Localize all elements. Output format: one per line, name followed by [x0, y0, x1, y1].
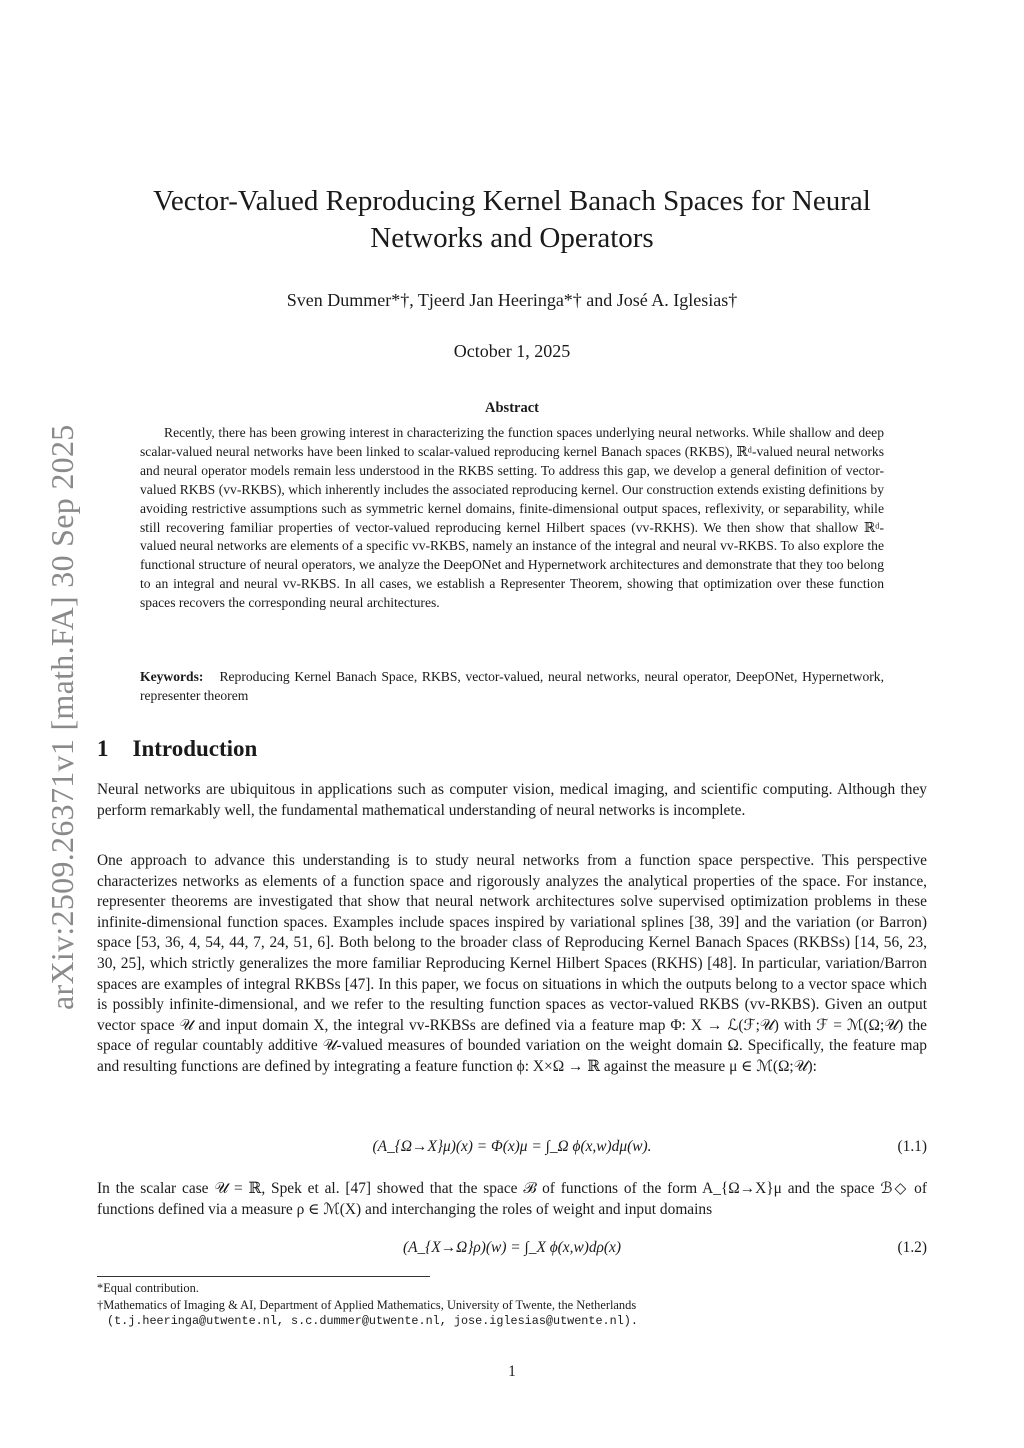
equation-number: (1.2)	[897, 1239, 927, 1256]
date: October 1, 2025	[453, 341, 571, 361]
keywords-label: Keywords:	[140, 669, 204, 684]
footnote: †Mathematics of Imaging & AI, Department of Applied Mathematics, University of Twente, the Netherlands	[97, 1298, 637, 1312]
abstract-heading: Abstract	[485, 400, 539, 416]
footnote-emails: (t.j.heeringa@utwente.nl, s.c.dummer@utwente.nl, jose.iglesias@utwente.nl).	[107, 1314, 638, 1328]
keywords-text: Reproducing Kernel Banach Space, RKBS, vector-valued, neural networks, neural operator, DeepONet, Hypernetwork, representer theorem	[140, 669, 884, 703]
abstract-text: Recently, there has been growing interest in characterizing the function spaces underlying neural networks. While shallow and deep scalar-valued neural networks have been linked to scalar-valued reproducing kernel Banach spaces (RKBS), ℝᵈ-valued neural networks and neural operator models remain less understood in the RKBS setting. To address this gap, we develop a general definition of vector-valued RKBS (vv-RKBS), which inherently includes the associated reproducing kernel. Our construction extends existing definitions by avoiding restrictive assumptions such as symmetric kernel domains, finite-dimensional output spaces, reflexivity, or separability, while still recovering familiar properties of vector-valued reproducing kernel Hilbert spaces (vv-RKHS). We then show that shallow ℝᵈ-valued neural networks are elements of a specific vv-RKBS, namely an instance of the integral and neural vv-RKBS. To also explore the functional structure of neural operators, we analyze the DeepONet and Hypernetwork architectures and demonstrate that they too belong to an integral and neural vv-RKBS. In all cases, we establish a Representer Theorem, showing that optimization over these function spaces recovers the corresponding neural architectures.	[140, 425, 884, 611]
page-number: 1	[508, 1363, 516, 1380]
section-title: Introduction	[132, 736, 258, 761]
arxiv-identifier[interactable]: arXiv:2509.26371v1 [math.FA] 30 Sep 2025	[44, 424, 80, 1010]
authors: Sven Dummer*†, Tjeerd Jan Heeringa*† and José A. Iglesias†	[286, 290, 738, 310]
section-heading	[97, 736, 281, 762]
equation-body: (A_{Ω→X}μ)(x) = Φ(x)μ = ∫_Ω ϕ(x,w)dμ(w).	[372, 1138, 652, 1155]
paper-title: Vector-Valued Reproducing Kernel Banach Spaces for Neural Networks and Operators	[153, 185, 871, 254]
equation-number: (1.1)	[897, 1138, 927, 1155]
footnote-rule	[97, 1276, 430, 1277]
paragraph: In the scalar case 𝒰 = ℝ, Spek et al. [47] showed that the space ℬ of functions of the form A_{Ω→X}μ and the space ℬ◇ of functions defined via a measure ρ ∈ ℳ(X) and interchanging the roles of weight and input domains	[97, 1180, 927, 1218]
section-number: 1	[97, 736, 109, 761]
keywords	[140, 668, 884, 706]
equation-body: (A_{X→Ω}ρ)(w) = ∫_X ϕ(x,w)dρ(x)	[402, 1239, 622, 1256]
footnote: *Equal contribution.	[97, 1281, 199, 1295]
paragraph: One approach to advance this understanding is to study neural networks from a function space perspective. This perspective characterizes networks as elements of a function space and rigorously analyzes the analytical properties of the space. For instance, representer theorems are investigated that show that neural network architectures solve supervised optimization problems in these infinite-dimensional function spaces. Examples include spaces inspired by variational splines [38, 39] and the variation (or Barron) space [53, 36, 4, 54, 44, 7, 24, 51, 6]. Both belong to the broader class of Reproducing Kernel Banach Spaces (RKBSs) [14, 56, 23, 30, 25], which strictly generalizes the more familiar Reproducing Kernel Hilbert Spaces (RKHS) [48]. In particular, variation/Barron spaces are examples of integral RKBSs [47]. In this paper, we focus on situations in which the outputs belong to a vector space which is possibly infinite-dimensional, and we refer to the resulting function spaces as vector-valued RKBS (vv-RKBS). Given an output vector space 𝒰 and input domain X, the integral vv-RKBSs are defined via a feature map Φ: X → ℒ(ℱ;𝒰) with ℱ = ℳ(Ω;𝒰) the space of regular countably additive 𝒰-valued measures of bounded variation on the weight domain Ω. Specifically, the feature map and resulting functions are defined by integrating a feature function ϕ: X×Ω → ℝ against the measure μ ∈ ℳ(Ω;𝒰):	[97, 852, 927, 1075]
paragraph: Neural networks are ubiquitous in applications such as computer vision, medical imaging, and scientific computing. Although they perform remarkably well, the fundamental mathematical understanding of neural networks is incomplete.	[97, 781, 927, 819]
